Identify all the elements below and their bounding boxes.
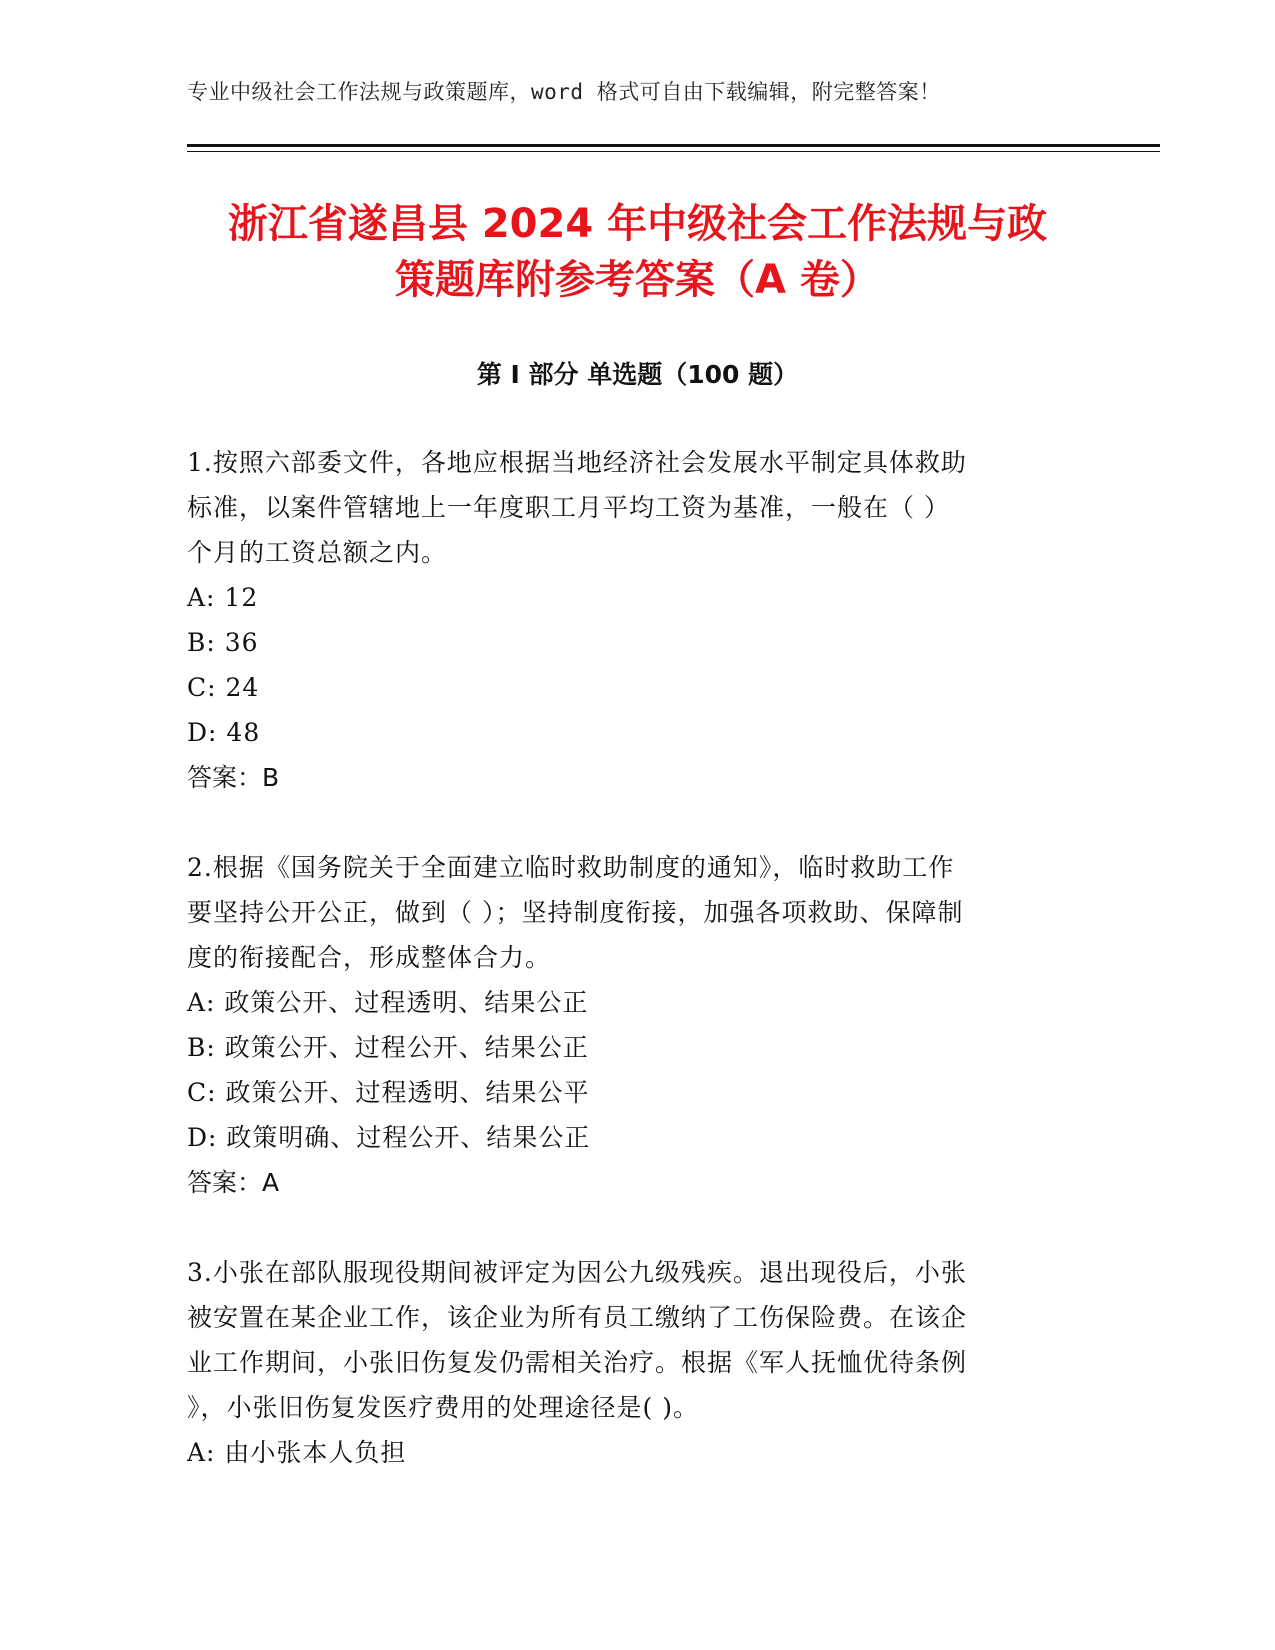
option-c: C: 24: [187, 673, 260, 702]
question-1: [187, 440, 1072, 800]
stem-line: 1.按照六部委文件，各地应根据当地经济社会发展水平制定具体救助: [187, 448, 967, 477]
document-title: [150, 196, 1125, 308]
question-stem: [187, 845, 1072, 980]
option-b: B: 36: [187, 628, 259, 657]
section-title: 第 I 部分 单选题（100 题）: [476, 360, 799, 389]
stem-line: 2.根据《国务院关于全面建立临时救助制度的通知》，临时救助工作: [187, 853, 955, 882]
question-stem: [187, 440, 1072, 575]
option-a: A: 12: [187, 583, 259, 612]
stem-line: 业工作期间，小张旧伤复发仍需相关治疗。根据《军人抚恤优待条例: [187, 1348, 968, 1377]
question-list: [187, 440, 1072, 1520]
question-stem: [187, 1250, 1072, 1430]
option-d: D: 48: [187, 718, 261, 747]
stem-line: 标准，以案件管辖地上一年度职工月平均工资为基准，一般在（ ）: [187, 493, 950, 522]
document-title-line-2: 策题库附参考答案（A 卷）: [395, 257, 880, 303]
option-a: A: 由小张本人负担: [187, 1438, 407, 1467]
stem-line: 被安置在某企业工作，该企业为所有员工缴纳了工伤保险费。在该企: [187, 1303, 968, 1332]
stem-line: 度的衔接配合，形成整体合力。: [187, 943, 552, 972]
option-a: A: 政策公开、过程透明、结果公正: [187, 988, 589, 1017]
header-divider-thin: [187, 151, 1160, 152]
header-divider-thick: [187, 144, 1160, 147]
option-c: C: 政策公开、过程透明、结果公平: [187, 1078, 590, 1107]
question-2: [187, 845, 1072, 1205]
answer: 答案：B: [187, 763, 280, 792]
stem-line: 》，小张旧伤复发医疗费用的处理途径是( )。: [187, 1393, 699, 1422]
question-3: [187, 1250, 1072, 1475]
stem-line: 要坚持公开公正，做到（ ）；坚持制度衔接，加强各项救助、保障制: [187, 898, 964, 927]
document-title-line-1: 浙江省遂昌县 2024 年中级社会工作法规与政: [227, 201, 1048, 247]
option-b: B: 政策公开、过程公开、结果公正: [187, 1033, 589, 1062]
header-note: 专业中级社会工作法规与政策题库，word 格式可自由下载编辑，附完整答案！: [187, 80, 941, 104]
option-d: D: 政策明确、过程公开、结果公正: [187, 1123, 591, 1152]
stem-line: 个月的工资总额之内。: [187, 538, 448, 567]
stem-line: 3.小张在部队服现役期间被评定为因公九级残疾。退出现役后，小张: [187, 1258, 967, 1287]
answer: 答案：A: [187, 1168, 280, 1197]
